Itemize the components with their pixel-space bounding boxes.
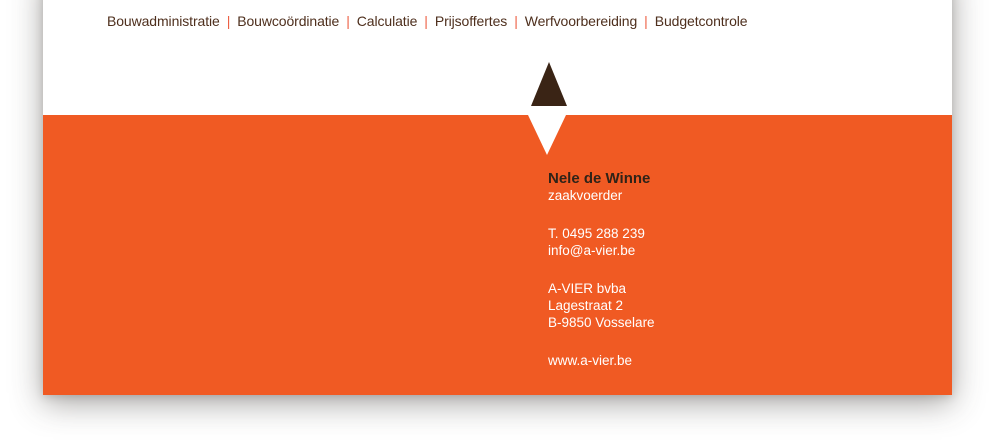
nav-item-bouwadministratie[interactable]: Bouwadministratie (107, 13, 220, 29)
orange-contact-band (43, 115, 952, 395)
contact-website-group (548, 352, 655, 369)
contact-person-group (548, 170, 655, 204)
contact-phone: T. 0495 288 239 (548, 226, 645, 241)
contact-name: Nele de Winne (548, 170, 651, 187)
nav-separator: | (644, 13, 648, 29)
contact-city: B-9850 Vosselare (548, 315, 655, 330)
nav-separator: | (424, 13, 428, 29)
nav-separator: | (346, 13, 350, 29)
contact-role: zaakvoerder (548, 188, 623, 203)
contact-block (548, 170, 655, 369)
nav-item-budgetcontrole[interactable]: Budgetcontrole (654, 13, 748, 29)
contact-website-link[interactable]: www.a-vier.be (548, 353, 633, 368)
nav-item-bouwcoordinatie[interactable]: Bouwcoördinatie (237, 13, 340, 29)
nav-separator: | (226, 13, 231, 29)
top-white-band (43, 0, 952, 115)
logo-triangle-down-icon (528, 115, 566, 155)
contact-reach-group (548, 225, 655, 259)
nav-separator: | (514, 13, 518, 29)
contact-street: Lagestraat 2 (548, 298, 624, 313)
contact-email-link[interactable]: info@a-vier.be (548, 243, 636, 258)
services-nav (107, 11, 748, 31)
nav-item-prijsoffertes[interactable]: Prijsoffertes (434, 13, 508, 29)
logo-triangle-up-icon (531, 62, 567, 106)
nav-item-werfvoorbereiding[interactable]: Werfvoorbereiding (524, 13, 638, 29)
nav-item-calculatie[interactable]: Calculatie (356, 13, 418, 29)
contact-address-group (548, 280, 655, 331)
letterhead-card (43, 0, 952, 395)
contact-company: A-VIER bvba (548, 281, 627, 296)
